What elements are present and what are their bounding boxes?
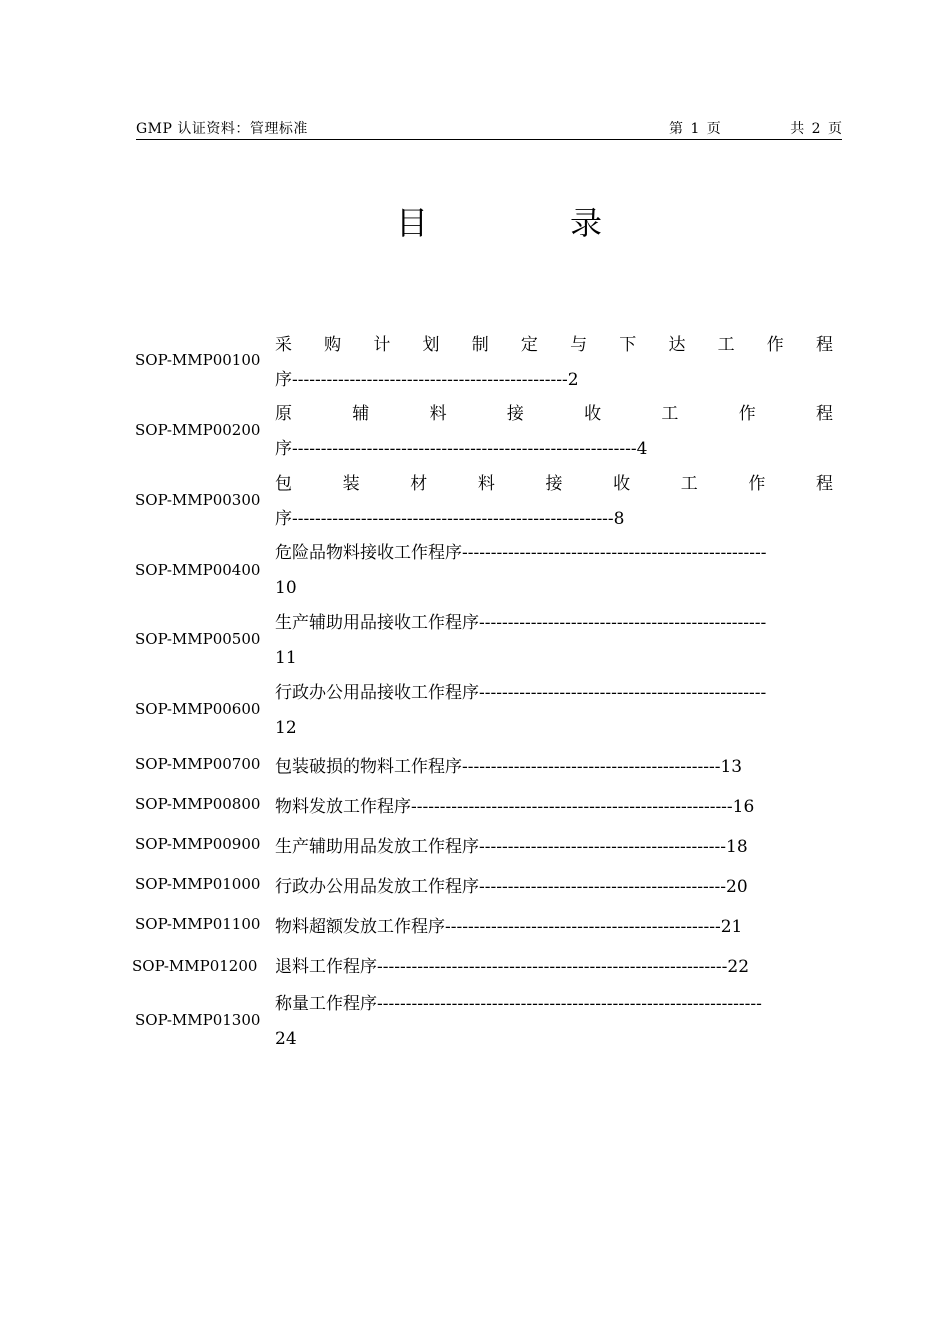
toc-entry-title [275, 467, 833, 537]
toc-entry-code: SOP-MMP00200 [135, 421, 261, 439]
title-char-1: 目 [396, 204, 429, 242]
toc-entry-title [275, 676, 833, 746]
toc-entry-code: SOP-MMP01000 [135, 875, 261, 893]
header-total-pages: 共 2 页 [790, 121, 842, 137]
toc-entry-title-line1: 采 购 计 划 制 定 与 下 达 工 作 程 [275, 335, 833, 355]
toc-entry-code: SOP-MMP00100 [135, 351, 261, 369]
toc-entry-title-line2: 11 [275, 648, 297, 668]
toc-entry-title [275, 328, 833, 398]
toc-entry-title-line2: 序------------------------------------------------2 [275, 370, 579, 390]
toc-entry-code: SOP-MMP00600 [135, 700, 261, 718]
toc-entry-title [275, 830, 833, 865]
toc-entry-code: SOP-MMP00400 [135, 561, 261, 579]
header-document-label: GMP 认证资料：管理标准 [136, 121, 308, 137]
toc-entry-title-line1: 物料发放工作程序--------------------------------------------------------16 [275, 797, 755, 817]
page-title [396, 196, 616, 250]
toc-entry-code: SOP-MMP00900 [135, 835, 261, 853]
toc-entry-title [275, 910, 833, 945]
toc-entry-title-line1: 生产辅助用品发放工作程序-------------------------------------------18 [275, 837, 748, 857]
toc-entry-title-line1: 称量工作程序------------------------------------------------------------------- [275, 994, 762, 1014]
toc-entry-title [275, 790, 833, 825]
toc-entry-title-line1: 行政办公用品接收工作程序-------------------------------------------------- [275, 683, 767, 703]
toc-entry-title [275, 987, 833, 1057]
toc-entry-title-line1: 物料超额发放工作程序------------------------------------------------21 [275, 917, 743, 937]
toc-entry-code: SOP-MMP01300 [135, 1011, 261, 1029]
toc-entry-code: SOP-MMP00300 [135, 491, 261, 509]
toc-entry-title-line1: 生产辅助用品接收工作程序-------------------------------------------------- [275, 613, 767, 633]
toc-entry-title-line1: 退料工作程序-------------------------------------------------------------22 [275, 957, 750, 977]
toc-entry-title [275, 606, 833, 676]
toc-entry-title [275, 397, 833, 467]
toc-entry-title [275, 950, 833, 985]
toc-entry-title-line1: 危险品物料接收工作程序----------------------------------------------------- [275, 543, 767, 563]
toc-entry-title [275, 536, 833, 606]
page-header [136, 120, 842, 140]
header-page-number: 第 1 页 [669, 121, 721, 137]
toc-entry-title-line2: 10 [275, 578, 297, 598]
toc-entry-code: SOP-MMP00700 [135, 755, 261, 773]
toc-entry-title-line1: 包 装 材 料 接 收 工 作 程 [275, 474, 833, 494]
toc-entry-title-line2: 序------------------------------------------------------------4 [275, 439, 648, 459]
toc-entry-code: SOP-MMP00500 [135, 630, 261, 648]
toc-entry-title-line1: 原 辅 料 接 收 工 作 程 [275, 404, 833, 424]
toc-entry-title [275, 750, 833, 785]
toc-entry-code: SOP-MMP01200 [132, 957, 258, 975]
title-char-2: 录 [570, 204, 603, 242]
toc-entry-code: SOP-MMP00800 [135, 795, 261, 813]
toc-entry-title-line1: 行政办公用品发放工作程序-------------------------------------------20 [275, 877, 748, 897]
toc-entry-title-line2: 12 [275, 718, 297, 738]
toc-entry-title [275, 870, 833, 905]
toc-entry-code: SOP-MMP01100 [135, 915, 261, 933]
toc-entry-title-line2: 序--------------------------------------------------------8 [275, 509, 625, 529]
toc-entry-title-line2: 24 [275, 1029, 297, 1049]
toc-entry-title-line1: 包装破损的物料工作程序---------------------------------------------13 [275, 757, 743, 777]
